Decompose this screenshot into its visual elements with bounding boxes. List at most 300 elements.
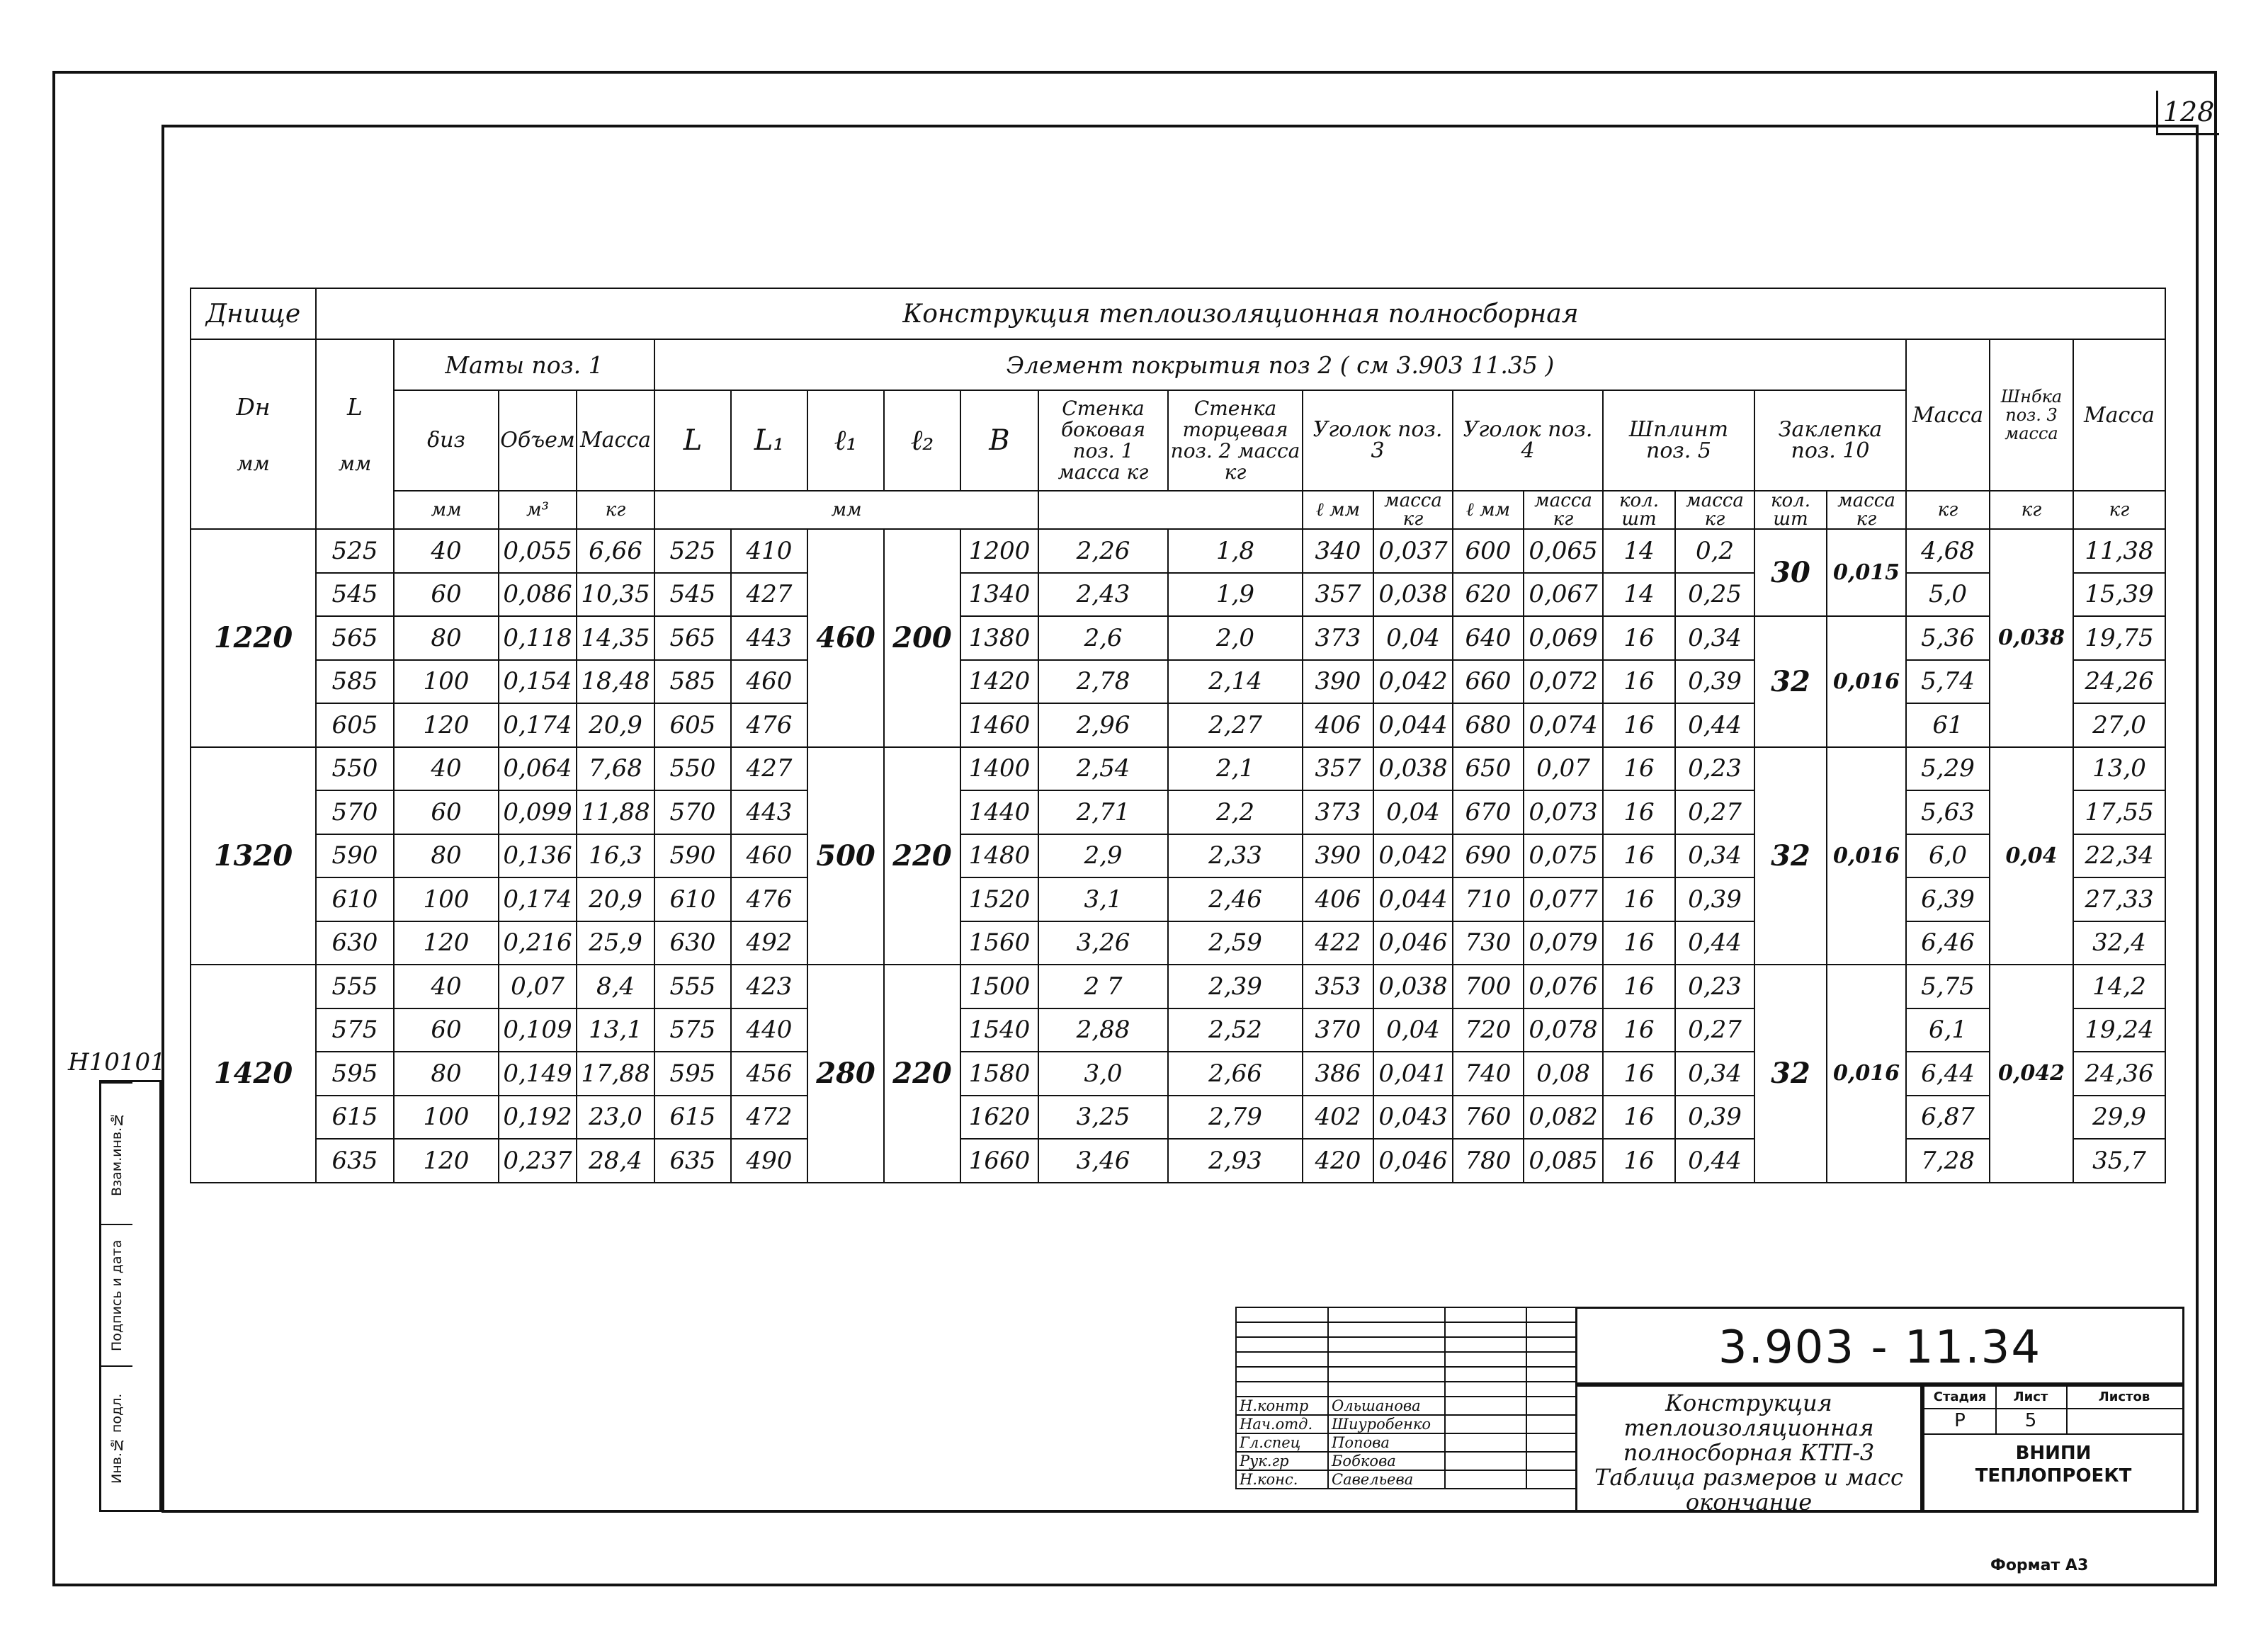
table-cell: 16 <box>1603 660 1675 704</box>
unit-kg: кг <box>2073 491 2165 529</box>
table-cell: 570 <box>654 790 731 834</box>
table-cell: 680 <box>1453 703 1524 747</box>
table-cell: 2,79 <box>1168 1096 1303 1140</box>
table-cell: 35,7 <box>2073 1139 2165 1183</box>
table-cell: 0,076 <box>1524 965 1603 1008</box>
table-cell: 0,043 <box>1373 1096 1453 1140</box>
table-cell: 0,046 <box>1373 1139 1453 1183</box>
table-cell: 420 <box>1303 1139 1373 1183</box>
table-cell: 0,23 <box>1675 747 1754 791</box>
signature-cell <box>1445 1470 1526 1489</box>
stage-box <box>1922 1385 2184 1512</box>
table-cell: 16 <box>1603 965 1675 1008</box>
table-cell: 1580 <box>960 1052 1038 1096</box>
signature-row <box>1236 1397 1576 1415</box>
table-cell: 0,067 <box>1524 573 1603 617</box>
sheet-value: 5 <box>1995 1408 2068 1435</box>
table-cell: 440 <box>731 1008 807 1052</box>
table-cell: 120 <box>394 703 499 747</box>
table-cell: 410 <box>731 529 807 573</box>
table-cell: 550 <box>654 747 731 791</box>
stage-label: Стадия <box>1924 1387 1997 1409</box>
signature-cell <box>1526 1352 1576 1367</box>
col-l1: ℓ₁ <box>807 390 884 491</box>
table-cell: 605 <box>654 703 731 747</box>
table-cell: 40 <box>394 529 499 573</box>
table-cell: 1420 <box>960 660 1038 704</box>
table-cell: 4,68 <box>1906 529 1990 573</box>
table-cell: 0,39 <box>1675 1096 1754 1140</box>
table-cell: 11,38 <box>2073 529 2165 573</box>
table-cell: 1340 <box>960 573 1038 617</box>
col-mass-last: Масса <box>2073 339 2165 491</box>
table-cell: 16 <box>1603 747 1675 791</box>
table-cell: 0,038 <box>1373 965 1453 1008</box>
signature-cell: Н.конс. <box>1236 1470 1328 1489</box>
table-cell: 2,39 <box>1168 965 1303 1008</box>
table-cell: 390 <box>1303 834 1373 878</box>
title-block <box>1235 1307 2184 1516</box>
table-cell: 0,44 <box>1675 703 1754 747</box>
table-cell: 0,34 <box>1675 616 1754 660</box>
table-cell: 1560 <box>960 921 1038 965</box>
table-cell: 525 <box>316 529 394 573</box>
col-L1: L₁ <box>731 390 807 491</box>
col-L2: L <box>654 390 731 491</box>
table-cell: 23,0 <box>577 1096 654 1140</box>
sub-mass: масса кг <box>1373 491 1453 529</box>
table-cell: 427 <box>731 573 807 617</box>
table-cell: 610 <box>654 877 731 921</box>
table-cell: 0,065 <box>1524 529 1603 573</box>
table-cell: 460 <box>731 834 807 878</box>
table-cell: 472 <box>731 1096 807 1140</box>
table-cell: 14 <box>1603 573 1675 617</box>
signature-cell <box>1445 1337 1526 1352</box>
table-cell: 0,042 <box>1373 834 1453 878</box>
table-row <box>191 616 2165 660</box>
col-dn: Dн мм <box>191 339 316 529</box>
table-cell: 16 <box>1603 1052 1675 1096</box>
table-cell: 5,36 <box>1906 616 1990 660</box>
table-cell: 0,079 <box>1524 921 1603 965</box>
table-cell: 16,3 <box>577 834 654 878</box>
table-cell: 0,174 <box>499 877 577 921</box>
table-cell: 545 <box>654 573 731 617</box>
col-l2: ℓ₂ <box>884 390 960 491</box>
table-cell: 17,55 <box>2073 790 2165 834</box>
table-cell: 357 <box>1303 747 1373 791</box>
side-strip <box>99 1080 161 1512</box>
col-B: B <box>960 390 1038 491</box>
table-cell: 760 <box>1453 1096 1524 1140</box>
table-cell: 0,099 <box>499 790 577 834</box>
table-cell: 0,042 <box>1373 660 1453 704</box>
table-cell: 595 <box>654 1052 731 1096</box>
table-cell: 1400 <box>960 747 1038 791</box>
table-cell: 0,075 <box>1524 834 1603 878</box>
signature-cell <box>1526 1415 1576 1433</box>
table-cell: 3,46 <box>1038 1139 1168 1183</box>
table-cell: 1200 <box>960 529 1038 573</box>
l1-value: 500 <box>807 747 884 965</box>
table-cell: 0,07 <box>1524 747 1603 791</box>
signature-cell <box>1526 1382 1576 1397</box>
table-cell: 1380 <box>960 616 1038 660</box>
table-cell: 710 <box>1453 877 1524 921</box>
table-cell: 0,046 <box>1373 921 1453 965</box>
table-cell: 423 <box>731 965 807 1008</box>
table-cell: 29,9 <box>2073 1096 2165 1140</box>
table-cell: 60 <box>394 1008 499 1052</box>
signature-cell <box>1236 1337 1328 1352</box>
table-cell: 2,54 <box>1038 747 1168 791</box>
table-cell: 0,25 <box>1675 573 1754 617</box>
table-cell: 0,072 <box>1524 660 1603 704</box>
table-cell: 32 <box>1754 747 1827 965</box>
table-cell: 6,87 <box>1906 1096 1990 1140</box>
unit-m3: м³ <box>499 491 577 529</box>
table-cell: 670 <box>1453 790 1524 834</box>
stage-value: Р <box>1924 1408 1997 1435</box>
table-cell: 27,0 <box>2073 703 2165 747</box>
col-plug: Заклепка поз. 10 <box>1754 390 1906 491</box>
table-cell: 0,038 <box>1373 573 1453 617</box>
table-cell: 0,082 <box>1524 1096 1603 1140</box>
col-corner4: Уголок поз. 4 <box>1453 390 1603 491</box>
table-cell: 650 <box>1453 747 1524 791</box>
signature-row <box>1236 1352 1576 1367</box>
table-cell: 2,96 <box>1038 703 1168 747</box>
signature-cell <box>1236 1382 1328 1397</box>
col-L: L мм <box>316 339 394 529</box>
table-cell: 100 <box>394 1096 499 1140</box>
table-cell: 590 <box>654 834 731 878</box>
table-cell: 0,015 <box>1827 529 1906 616</box>
table-cell: 3,1 <box>1038 877 1168 921</box>
signature-cell <box>1236 1367 1328 1382</box>
table-cell: 28,4 <box>577 1139 654 1183</box>
table-cell: 0,44 <box>1675 921 1754 965</box>
signature-cell: Попова <box>1328 1433 1445 1452</box>
signature-cell <box>1445 1352 1526 1367</box>
table-cell: 20,9 <box>577 703 654 747</box>
signature-row <box>1236 1367 1576 1382</box>
sub-qty: кол. шт <box>1603 491 1675 529</box>
table-cell: 2,27 <box>1168 703 1303 747</box>
table-cell: 60 <box>394 573 499 617</box>
signature-row <box>1236 1307 1576 1322</box>
table-cell: 340 <box>1303 529 1373 573</box>
table-cell: 0,39 <box>1675 660 1754 704</box>
table-cell: 0,055 <box>499 529 577 573</box>
table-cell: 780 <box>1453 1139 1524 1183</box>
table-cell: 0,016 <box>1827 747 1906 965</box>
table-cell: 6,66 <box>577 529 654 573</box>
doc-code: 3.903 - 11.34 <box>1575 1307 2184 1385</box>
doc-title: Конструкция теплоизоляционная полносборная КТП-3 Таблица размеров и масс окончание <box>1575 1385 1922 1512</box>
signature-grid <box>1235 1307 1577 1489</box>
table-cell: 0,08 <box>1524 1052 1603 1096</box>
signature-cell: Ольшанова <box>1328 1397 1445 1415</box>
table-cell: 60 <box>394 790 499 834</box>
table-cell: 61 <box>1906 703 1990 747</box>
table-cell: 16 <box>1603 1008 1675 1052</box>
table-cell: 0,077 <box>1524 877 1603 921</box>
signature-cell: Н.контр <box>1236 1397 1328 1415</box>
signature-cell <box>1526 1337 1576 1352</box>
signature-row <box>1236 1337 1576 1352</box>
table-cell: 0,118 <box>499 616 577 660</box>
table-cell: 0,041 <box>1373 1052 1453 1096</box>
sub-mass: масса кг <box>1827 491 1906 529</box>
table-cell: 20,9 <box>577 877 654 921</box>
table-cell: 0,109 <box>499 1008 577 1052</box>
table-cell: 0,34 <box>1675 834 1754 878</box>
table-cell: 660 <box>1453 660 1524 704</box>
table-cell: 595 <box>316 1052 394 1096</box>
table-cell: 0,192 <box>499 1096 577 1140</box>
dn-value: 1420 <box>191 965 316 1183</box>
sizes-table <box>190 288 2166 1183</box>
signature-cell <box>1526 1397 1576 1415</box>
rivet-value: 0,038 <box>1990 529 2073 747</box>
dn-value: 1220 <box>191 529 316 747</box>
table-cell: 0,016 <box>1827 616 1906 747</box>
table-cell: 0,069 <box>1524 616 1603 660</box>
table-cell: 80 <box>394 616 499 660</box>
table-cell: 575 <box>316 1008 394 1052</box>
table-cell: 16 <box>1603 877 1675 921</box>
table-cell: 575 <box>654 1008 731 1052</box>
table-cell: 0,174 <box>499 703 577 747</box>
table-row <box>191 747 2165 791</box>
table-cell: 0,044 <box>1373 877 1453 921</box>
table-cell: 32 <box>1754 616 1827 747</box>
table-cell: 40 <box>394 965 499 1008</box>
table-cell: 0,073 <box>1524 790 1603 834</box>
table-cell: 1480 <box>960 834 1038 878</box>
table-cell: 492 <box>731 921 807 965</box>
table-cell: 16 <box>1603 790 1675 834</box>
table-cell: 422 <box>1303 921 1373 965</box>
table-cell: 0,064 <box>499 747 577 791</box>
signature-cell <box>1236 1352 1328 1367</box>
signature-cell <box>1236 1307 1328 1322</box>
table-cell: 22,34 <box>2073 834 2165 878</box>
strip-cell: Взам.инв.№ <box>101 1082 132 1224</box>
table-cell: 1,9 <box>1168 573 1303 617</box>
signature-row <box>1236 1322 1576 1337</box>
format-label: Формат А3 <box>1990 1557 2089 1574</box>
table-cell: 1660 <box>960 1139 1038 1183</box>
table-cell: 15,39 <box>2073 573 2165 617</box>
table-cell: 24,36 <box>2073 1052 2165 1096</box>
table-cell: 2,59 <box>1168 921 1303 965</box>
table-cell: 476 <box>731 703 807 747</box>
table-cell: 80 <box>394 834 499 878</box>
signature-cell: Рук.гр <box>1236 1452 1328 1470</box>
element-title: Элемент покрытия поз 2 ( см 3.903 11.35 ) <box>654 339 1906 390</box>
signature-cell: Савельева <box>1328 1470 1445 1489</box>
table-cell: 600 <box>1453 529 1524 573</box>
table-cell: 525 <box>654 529 731 573</box>
table-cell: 585 <box>654 660 731 704</box>
col-rivet: Шнбка поз. 3 масса <box>1990 339 2073 491</box>
table-cell: 0,34 <box>1675 1052 1754 1096</box>
table-cell: 635 <box>316 1139 394 1183</box>
table-cell: 0,037 <box>1373 529 1453 573</box>
table-cell: 620 <box>1453 573 1524 617</box>
table-cell: 456 <box>731 1052 807 1096</box>
sheets-label: Листов <box>2066 1387 2182 1409</box>
table-cell: 427 <box>731 747 807 791</box>
l2-value: 200 <box>884 529 960 747</box>
mats-title: Маты поз. 1 <box>394 339 654 390</box>
table-cell: 0,044 <box>1373 703 1453 747</box>
table-cell: 5,63 <box>1906 790 1990 834</box>
table-cell: 100 <box>394 877 499 921</box>
table-cell: 6,0 <box>1906 834 1990 878</box>
table-cell: 3,25 <box>1038 1096 1168 1140</box>
col-corner3: Уголок поз. 3 <box>1303 390 1453 491</box>
table-cell: 0,085 <box>1524 1139 1603 1183</box>
table-cell: 0,078 <box>1524 1008 1603 1052</box>
table-cell: 570 <box>316 790 394 834</box>
strip-cell: Подпись и дата <box>101 1224 132 1365</box>
col-wall-end: Стенка торцевая поз. 2 масса кг <box>1168 390 1303 491</box>
table-cell: 590 <box>316 834 394 878</box>
signature-cell <box>1526 1470 1576 1489</box>
sub-mass: масса кг <box>1675 491 1754 529</box>
table-cell: 16 <box>1603 1096 1675 1140</box>
sub-mass: масса кг <box>1524 491 1603 529</box>
table-cell: 490 <box>731 1139 807 1183</box>
table-cell: 0,04 <box>1373 790 1453 834</box>
table-cell: 565 <box>654 616 731 660</box>
table-cell: 1460 <box>960 703 1038 747</box>
table-cell: 630 <box>316 921 394 965</box>
table-cell: 730 <box>1453 921 1524 965</box>
table-cell: 1620 <box>960 1096 1038 1140</box>
table-cell: 640 <box>1453 616 1524 660</box>
table-cell: 2,1 <box>1168 747 1303 791</box>
table-cell: 443 <box>731 616 807 660</box>
unit-mm: мм <box>394 491 499 529</box>
signature-cell: Нач.отд. <box>1236 1415 1328 1433</box>
sub-l: ℓ мм <box>1453 491 1524 529</box>
table-cell: 0,149 <box>499 1052 577 1096</box>
table-cell: 690 <box>1453 834 1524 878</box>
table-cell: 120 <box>394 921 499 965</box>
col-thick: δиз <box>394 390 499 491</box>
table-cell: 0,086 <box>499 573 577 617</box>
sheet-number: 128 <box>2156 91 2219 135</box>
signature-cell <box>1236 1322 1328 1337</box>
table-cell: 585 <box>316 660 394 704</box>
table-cell: 0,39 <box>1675 877 1754 921</box>
table-cell: 11,88 <box>577 790 654 834</box>
table-cell: 7,28 <box>1906 1139 1990 1183</box>
table-cell: 2,26 <box>1038 529 1168 573</box>
table-cell: 5,0 <box>1906 573 1990 617</box>
table-cell: 5,29 <box>1906 747 1990 791</box>
signature-cell <box>1445 1415 1526 1433</box>
table-cell: 2,33 <box>1168 834 1303 878</box>
table-cell: 16 <box>1603 834 1675 878</box>
table-cell: 5,75 <box>1906 965 1990 1008</box>
table-cell: 19,75 <box>2073 616 2165 660</box>
table-cell: 17,88 <box>577 1052 654 1096</box>
signature-cell <box>1526 1367 1576 1382</box>
table-cell: 3,26 <box>1038 921 1168 965</box>
table-cell: 2,0 <box>1168 616 1303 660</box>
signature-cell: Шиуробенко <box>1328 1415 1445 1433</box>
table-cell: 605 <box>316 703 394 747</box>
signature-cell <box>1328 1337 1445 1352</box>
table-cell: 0,216 <box>499 921 577 965</box>
table-cell: 16 <box>1603 703 1675 747</box>
table-cell: 402 <box>1303 1096 1373 1140</box>
signature-cell <box>1526 1322 1576 1337</box>
table-cell: 6,1 <box>1906 1008 1990 1052</box>
strip-cell: Инв.№ подл. <box>101 1365 132 1510</box>
table-cell: 5,74 <box>1906 660 1990 704</box>
table-cell: 2,88 <box>1038 1008 1168 1052</box>
table-cell: 14 <box>1603 529 1675 573</box>
table-cell: 443 <box>731 790 807 834</box>
table-cell: 2,66 <box>1168 1052 1303 1096</box>
table-cell: 24,26 <box>2073 660 2165 704</box>
table-cell: 0,27 <box>1675 790 1754 834</box>
signature-cell <box>1328 1322 1445 1337</box>
table-cell: 14,2 <box>2073 965 2165 1008</box>
table-cell: 0,074 <box>1524 703 1603 747</box>
signature-cell <box>1328 1382 1445 1397</box>
dn-value: 1320 <box>191 747 316 965</box>
table-cell: 1540 <box>960 1008 1038 1052</box>
sub-qty: кол. шт <box>1754 491 1827 529</box>
table-cell: 0,016 <box>1827 965 1906 1183</box>
table-cell: 7,68 <box>577 747 654 791</box>
table-cell: 700 <box>1453 965 1524 1008</box>
table-cell: 2,6 <box>1038 616 1168 660</box>
signature-cell <box>1328 1367 1445 1382</box>
table-cell: 610 <box>316 877 394 921</box>
table-cell: 30 <box>1754 529 1827 616</box>
signature-cell <box>1445 1367 1526 1382</box>
table-cell: 25,9 <box>577 921 654 965</box>
table-cell: 8,4 <box>577 965 654 1008</box>
table-cell: 19,24 <box>2073 1008 2165 1052</box>
table-cell: 0,038 <box>1373 747 1453 791</box>
table-row <box>191 965 2165 1008</box>
table-cell: 615 <box>316 1096 394 1140</box>
table-cell: 3,0 <box>1038 1052 1168 1096</box>
table-cell: 1,8 <box>1168 529 1303 573</box>
table-cell: 120 <box>394 1139 499 1183</box>
signature-cell <box>1328 1307 1445 1322</box>
l1-value: 460 <box>807 529 884 747</box>
unit-kg: кг <box>577 491 654 529</box>
table-cell: 635 <box>654 1139 731 1183</box>
table-cell: 13,1 <box>577 1008 654 1052</box>
table-cell: 460 <box>731 660 807 704</box>
table-cell: 27,33 <box>2073 877 2165 921</box>
table-cell: 720 <box>1453 1008 1524 1052</box>
side-code: Н10101 <box>68 1048 166 1076</box>
table-cell: 2,43 <box>1038 573 1168 617</box>
